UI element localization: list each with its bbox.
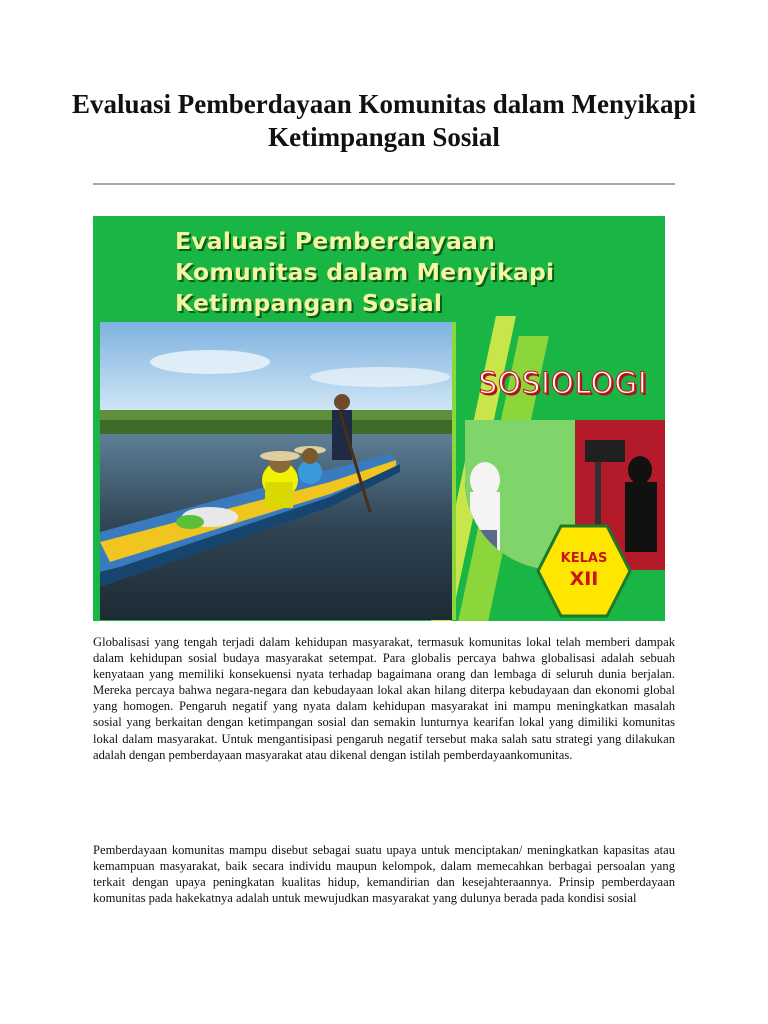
- banner-title-line: Evaluasi Pemberdayaan: [175, 227, 496, 255]
- river-boat-illustration: [100, 322, 452, 620]
- banner-title-line: Ketimpangan Sosial: [175, 289, 443, 317]
- body-paragraph: Pemberdayaan komunitas mampu disebut sebagai suatu upaya untuk menciptakan/ meningkatkan kapasitas atau kemampuan masyarakat, baik secara individu maupun kelompok, dalam memecahkan berbagai persoalan yang terkait dengan upaya peningkatan kualitas hidup, kemandirian dan kesejahteraannya. Prinsip pemberdayaan komunitas pada hakekatnya adalah untuk mewujudkan masyarakat yang dulunya berada pada kondisi sosial: [93, 843, 675, 906]
- river-boat-photo: [100, 322, 456, 620]
- kelas-value: XII: [569, 568, 599, 590]
- body-paragraph: Globalisasi yang tengah terjadi dalam kehidupan masyarakat, termasuk komunitas lokal telah memberi dampak dalam kehidupan sosial budaya masyarakat setempat. Para globalis percaya bahwa globalisasi adalah sebuah kenyataan yang memiliki konsekuensi nyata terhadap bagaimana orang dan lembaga di seluruh dunia berjalan. Mereka percaya bahwa negara-negara dan kebudayaan lokal akan hilang diterpa kebudayaan dan ekonomi global yang homogen. Pengaruh negatif yang nyata dalam kehidupan masyarakat ini mampu meningkatkan masalah sosial yang berkaitan dengan ketimpangan sosial dan semakin lunturnya kearifan lokal yang dimiliki komunitas lokal dalam masyarakat. Untuk mengantisipasi pengaruh negatif tersebut maka salah satu strategi yang dilakukan adalah dengan pemberdayaan masyarakat atau dikenal dengan istilah pemberdayaankomunitas.: [93, 635, 675, 762]
- title-divider: [93, 183, 675, 185]
- subject-label: SOSIOLOGI: [478, 366, 648, 400]
- banner-title: [175, 226, 655, 319]
- page-title: Evaluasi Pemberdayaan Komunitas dalam Menyikapi Ketimpangan Sosial: [71, 89, 697, 152]
- banner-title-line: Komunitas dalam Menyikapi: [175, 258, 555, 286]
- cover-banner: [93, 216, 665, 621]
- kelas-label: KELAS: [560, 551, 608, 566]
- kelas-text: [536, 549, 632, 589]
